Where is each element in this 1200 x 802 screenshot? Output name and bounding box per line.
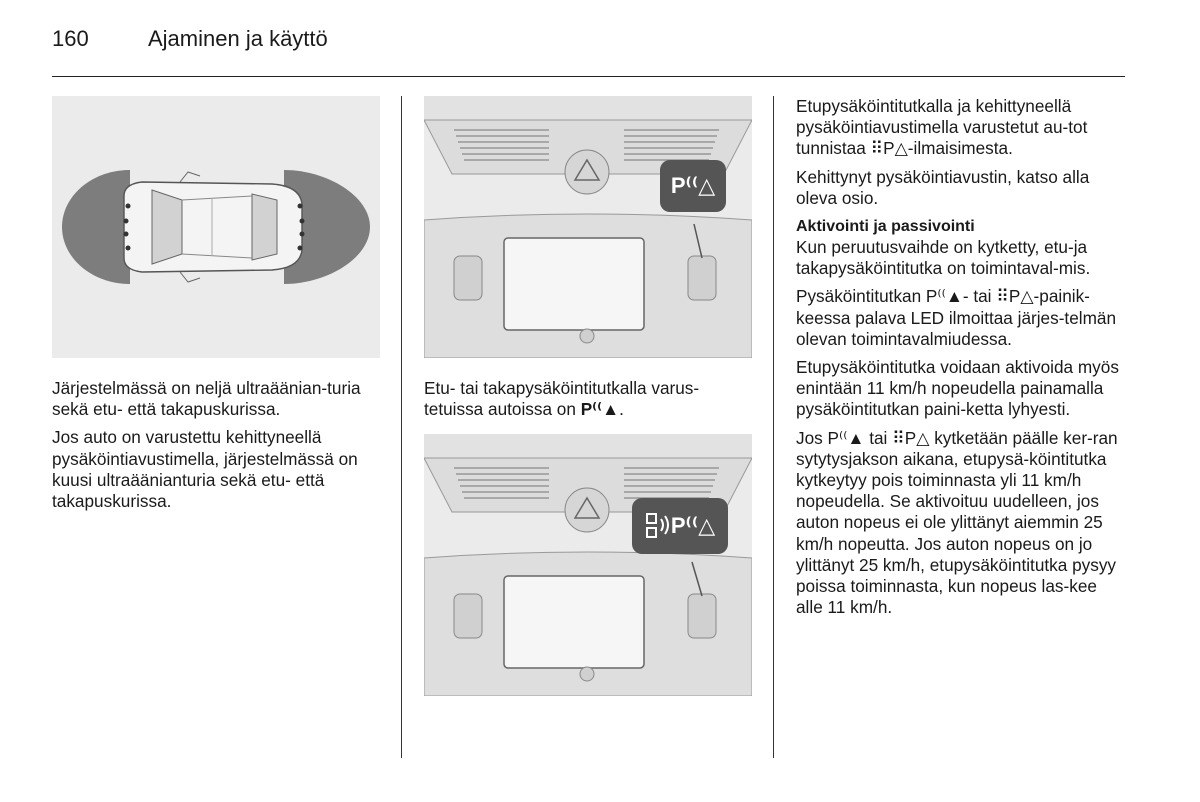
advanced-parking-button	[688, 594, 716, 638]
infotainment-screen	[504, 238, 644, 330]
paragraph: Järjestelmässä on neljä ultraäänian-turia sekä etu- että takapuskurissa.	[52, 378, 361, 420]
paragraph: Kehittynyt pysäköintiavustin, katso alla oleva osio.	[796, 166, 1090, 208]
column-2-caption	[424, 378, 754, 427]
paragraph: Etupysäköintitutkalla ja kehittyneellä pysäköintiavustimella varustetut au-tot tunnistaa ⠿P△-ilmaisimesta.	[796, 96, 1088, 159]
dashboard-figure-2	[424, 434, 752, 696]
left-button-cluster	[454, 594, 482, 638]
parking-badge-2: P⁽⁽△	[670, 513, 716, 538]
dashboard-figure-1	[424, 96, 752, 358]
page-header	[52, 26, 328, 52]
parking-sensor-zones-figure	[52, 96, 380, 358]
page-number: 160	[52, 26, 89, 51]
section-heading: Aktivointi ja passivointi	[796, 218, 975, 236]
page-title: Ajaminen ja käyttö	[148, 26, 328, 51]
advanced-parking-badge	[632, 498, 728, 554]
paragraph: Kun peruutusvaihde on kytketty, etu-ja takapysäköintitutka on toimintaval-mis.	[796, 237, 1091, 279]
caption-text: Etu- tai takapysäköintitutkalla varus-tetuissa autoissa on	[424, 378, 700, 420]
front-sensor-zone	[62, 170, 130, 284]
column-divider-2	[773, 96, 774, 758]
paragraph: Etupysäköintitutka voidaan aktivoida myös enintään 11 km/h nopeudella painamalla pysäköintitutkan paini-ketta lyhyesti.	[796, 357, 1119, 420]
column-3	[796, 96, 1128, 625]
parking-button	[688, 256, 716, 300]
sensor-grid-icon	[645, 511, 671, 541]
infotainment-screen	[504, 576, 644, 668]
paragraph: Jos auto on varustettu kehittyneellä pysäköintiavustimella, järjestelmässä on kuusi ultraäänianturia sekä etu- että takapuskurissa.	[52, 427, 358, 512]
column-1	[52, 378, 382, 519]
paragraph: Jos P⁽⁽▲ tai ⠿P△ kytketään päälle ker-ran sytytysjakson aikana, etupysä-köintitutka kytkeytyy pois toiminnasta yli 11 km/h nopeudella. Se aktivoituu uudelleen, jos auton nopeus ei ole ylittänyt aiemmin 25 km/h nopeutta. Jos auton nopeus on jo ylittänyt 25 km/h, etupysäköintitutka pysyy poissa toiminnasta, kun nopeus las-kee alle 11 km/h.	[796, 427, 1118, 618]
paragraph: Pysäköintitutkan P⁽⁽▲- tai ⠿P△-painik-keessa palava LED ilmoittaa järjes-telmän olevan toimintavalmiudessa.	[796, 286, 1117, 349]
caption-end: .	[619, 399, 624, 420]
header-rule	[52, 76, 1125, 77]
park-assist-symbol: P⁽⁽▲	[580, 399, 620, 420]
column-divider-1	[401, 96, 402, 758]
left-button-cluster	[454, 256, 482, 300]
car-top-view	[124, 172, 302, 282]
parking-badge-1: P⁽⁽△	[660, 160, 726, 212]
